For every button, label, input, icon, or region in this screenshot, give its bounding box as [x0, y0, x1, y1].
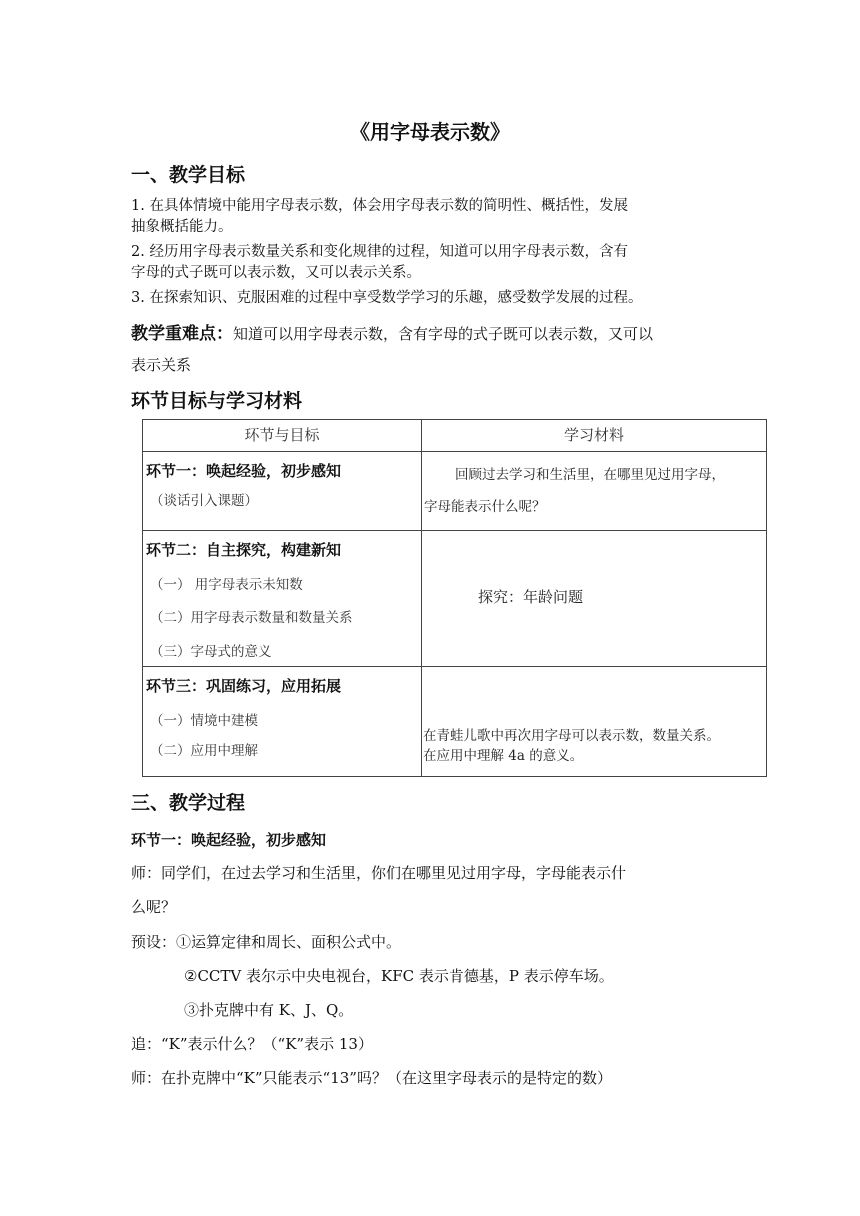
stage-1-material-line-2: 字母能表示什么呢？ — [424, 499, 546, 515]
key-points-text-1: 知道可以用字母表示数，含有字母的式子既可以表示数，又可以 — [233, 325, 654, 343]
table-header-stage: 环节与目标 — [244, 426, 320, 444]
stage-3-sub-2: （二）应用中理解 — [150, 743, 258, 759]
section-heading-process: 三、教学过程 — [131, 792, 246, 814]
stage-2-title: 环节二：自主探究，构建新知 — [146, 541, 342, 559]
stage-2-material: 探究：年龄问题 — [478, 588, 584, 606]
goal-3: 3. 在探索知识、克服困难的过程中享受数学学习的乐趣，感受数学发展的过程。 — [131, 290, 643, 306]
table-row — [143, 667, 767, 777]
process-line-3: 预设：①运算定律和周长、面积公式中。 — [131, 933, 402, 951]
stage-3-title: 环节三：巩固练习，应用拓展 — [146, 677, 342, 695]
stage-2-sub-1: （一） 用字母表示未知数 — [150, 577, 303, 593]
process-line-5: ③扑克牌中有 K、J、Q。 — [184, 1001, 354, 1019]
process-line-6: 追：“K”表示什么？（“K”表示 13） — [131, 1035, 373, 1053]
goal-2-line-1: 2. 经历用字母表示数量关系和变化规律的过程，知道可以用字母表示数，含有 — [131, 244, 628, 260]
goal-2-line-2: 字母的式子既可以表示数，又可以表示关系。 — [131, 265, 421, 281]
key-points-label: 教学重难点： — [131, 324, 233, 344]
table-row — [143, 531, 767, 667]
stage-2-sub-2: （二）用字母表示数量和数量关系 — [150, 610, 353, 626]
process-line-7: 师：在扑克牌中“K”只能表示“13”吗？（在这里字母表示的是特定的数） — [131, 1069, 612, 1087]
process-line-1: 师：同学们，在过去学习和生活里，你们在哪里见过用字母，字母能表示什 — [131, 864, 627, 882]
stage-3-material-line-2: 在应用中理解 4a 的意义。 — [423, 748, 584, 764]
stage-2-sub-3: （三）字母式的意义 — [150, 644, 272, 660]
table-header-row — [143, 420, 767, 452]
stage-1-material-line-1: 回顾过去学习和生活里，在哪里见过用字母， — [455, 467, 725, 483]
stage-3-sub-1: （一）情境中建模 — [150, 713, 258, 729]
section-heading-stages: 环节目标与学习材料 — [131, 390, 303, 412]
lesson-table — [142, 419, 767, 777]
section-heading-goals: 一、教学目标 — [131, 164, 246, 186]
page-title: 《用字母表示数》 — [350, 120, 510, 144]
process-line-4: ②CCTV 表尔示中央电视台，KFC 表示肯德基，P 表示停车场。 — [184, 967, 614, 985]
table-row — [143, 452, 767, 531]
key-points-line-1 — [131, 319, 653, 344]
stage-1-title: 环节一：唤起经验，初步感知 — [146, 462, 342, 480]
stage-1-sub-1: （谈话引入课题） — [150, 493, 258, 509]
goal-1-line-1: 1. 在具体情境中能用字母表示数，体会用字母表示数的简明性、概括性，发展 — [131, 198, 628, 214]
table-header-material: 学习材料 — [563, 426, 624, 444]
stage-3-material-line-1: 在青蛙儿歌中再次用字母可以表示数，数量关系。 — [423, 728, 720, 744]
key-points-line-2: 表示关系 — [131, 356, 192, 374]
goal-1-line-2: 抽象概括能力。 — [131, 219, 233, 235]
process-stage-1-heading: 环节一：唤起经验，初步感知 — [131, 831, 327, 849]
process-line-2: 么呢？ — [131, 898, 177, 916]
